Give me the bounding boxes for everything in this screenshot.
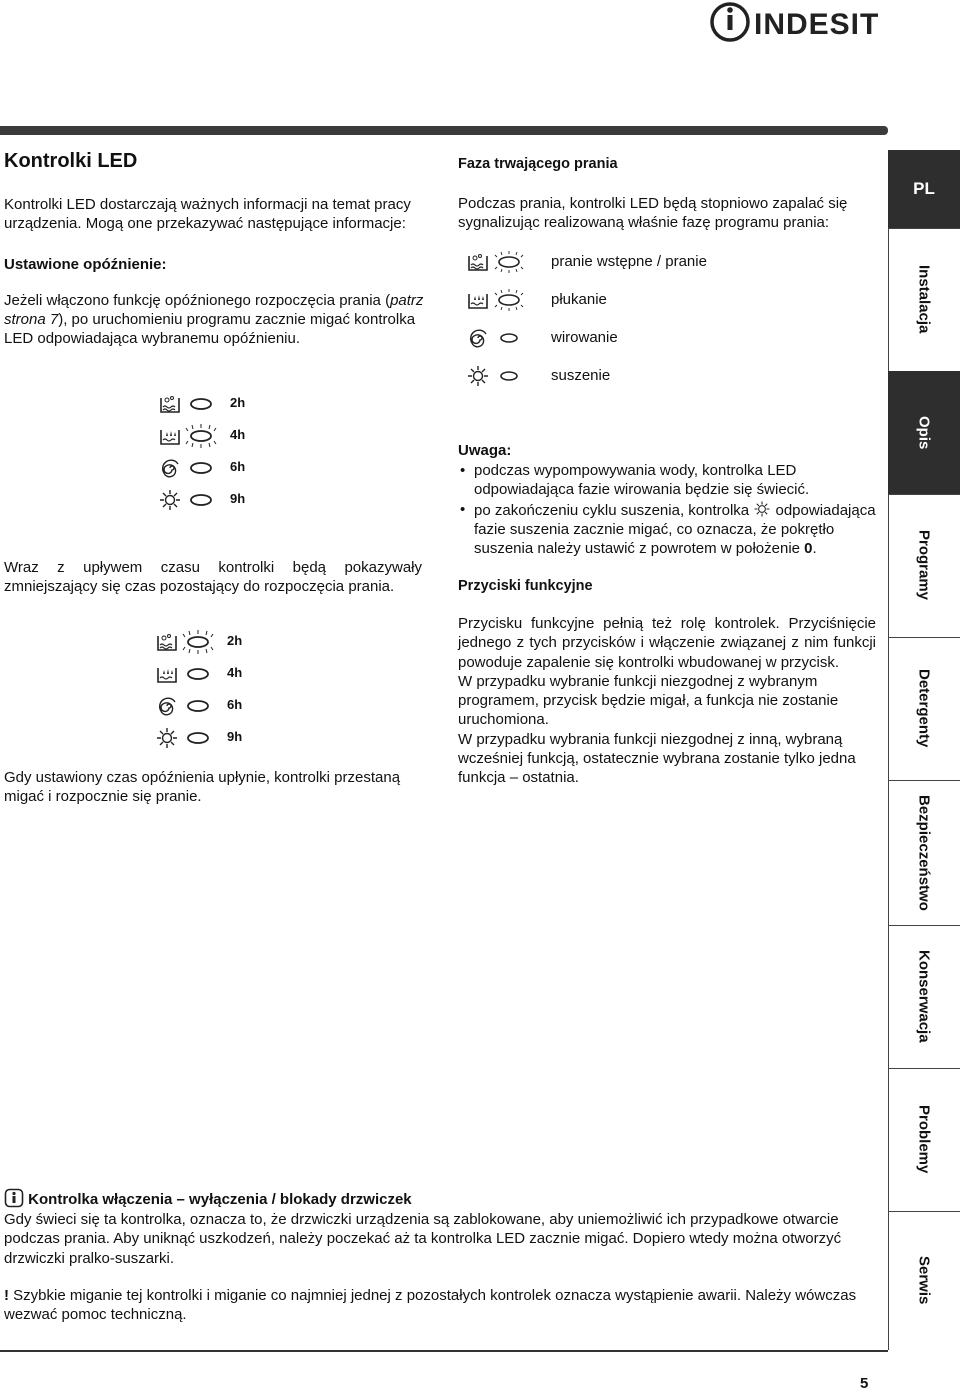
- delay-label: 4h: [230, 427, 246, 442]
- language-tab: PL: [888, 150, 960, 229]
- tab-konserwacja[interactable]: Konserwacja: [888, 925, 960, 1069]
- delay-led-grid-1: [158, 392, 278, 512]
- delay-label: 2h: [230, 395, 246, 410]
- led-oval: [190, 462, 212, 474]
- page-number: 5: [860, 1375, 869, 1392]
- note-heading: Uwaga:: [458, 442, 512, 459]
- rinse-icon: [155, 662, 179, 686]
- rinse-icon: [158, 424, 182, 448]
- buttons-paragraph: W przypadku wybrania funkcji niezgodnej z inną, wybraną wcześniej funkcją, ostatecznie wybrana zostanie tylko jedna funkcja – ostatnia.: [458, 730, 856, 787]
- phase-heading: Faza trwającego prania: [458, 156, 618, 172]
- footer-rule: [0, 1350, 888, 1352]
- drying-sun-icon: [753, 500, 771, 518]
- page-reference: patrz strona 7: [4, 291, 424, 328]
- prewash-icon: [466, 250, 490, 274]
- intro-text: Kontrolki LED dostarczają ważnych informacji na temat pracy urządzenia. Mogą one przekazywać następujące informacje:: [4, 196, 411, 233]
- buttons-heading: Przyciski funkcyjne: [458, 578, 593, 594]
- led-oval-blinking: [498, 294, 520, 306]
- phase-row: [458, 288, 878, 312]
- page-title: Kontrolki LED: [4, 150, 138, 172]
- rinse-icon: [466, 288, 490, 312]
- spin-icon: [155, 694, 179, 718]
- brand-name: INDESIT: [754, 8, 880, 41]
- led-oval: [190, 494, 212, 506]
- tab-detergenty[interactable]: Detergenty: [888, 637, 960, 781]
- led-oval-blinking: [190, 430, 212, 442]
- led-oval: [498, 332, 520, 344]
- phase-label: płukanie: [551, 291, 607, 308]
- delay-label: 4h: [227, 665, 243, 680]
- drying-sun-icon: [466, 364, 490, 388]
- buttons-paragraph: Przycisku funkcyjne pełnią też rolę kontrolek. Przyciśnięcie jednego z tych przycisków i włączenie związanej z nim funkcji powoduje zapalenie się kontrolki wbudowanej w przycisk.: [458, 615, 876, 671]
- phase-label: wirowanie: [551, 329, 618, 346]
- lock-text: Gdy świeci się ta kontrolka, oznacza to, że drzwiczki urządzenia są zablokowane, aby uniemożliwić ich przypadkowe otwarcie podczas prania. Aby uniknąć uszkodzeń, należy poczekać aż ta kontrolka LED zacznie migać. Dopiero wtedy można otworzyć drzwiczki pralko-suszarki.: [4, 1211, 842, 1267]
- phase-row: [458, 364, 878, 388]
- delay-label: 2h: [227, 633, 243, 648]
- tab-problemy[interactable]: Problemy: [888, 1068, 960, 1212]
- spin-icon: [158, 456, 182, 480]
- led-oval: [187, 700, 209, 712]
- door-lock-icon: [4, 1188, 24, 1208]
- tab-instalacja[interactable]: Instalacja: [888, 228, 960, 372]
- phase-text: Podczas prania, kontrolki LED będą stopniowo zapalać się sygnalizując realizowaną właśnie fazę programu prania:: [458, 195, 848, 232]
- drying-sun-icon: [158, 488, 182, 512]
- brand-logo: [708, 0, 898, 44]
- phase-label: suszenie: [551, 367, 611, 384]
- led-oval: [498, 370, 520, 382]
- countdown-text: Wraz z upływem czasu kontrolki będą pokazywały zmniejszający się czas pozostający do rozpoczęcia prania.: [4, 559, 422, 596]
- buttons-block: [458, 614, 876, 788]
- led-oval: [190, 398, 212, 410]
- end-delay-text: Gdy ustawiony czas opóźnienia upłynie, kontrolki przestaną migać i rozpocznie się pranie.: [4, 769, 401, 806]
- led-oval: [187, 668, 209, 680]
- left-column: [4, 150, 424, 348]
- buttons-paragraph: W przypadku wybranie funkcji niezgodnej z wybranym programem, przycisk będzie migał, a funkcja nie zostanie uruchomiona.: [458, 672, 839, 729]
- delay-label: 6h: [230, 459, 246, 474]
- led-oval-blinking: [498, 256, 520, 268]
- spin-icon: [466, 326, 490, 350]
- drying-sun-icon: [155, 726, 179, 750]
- prewash-icon: [155, 630, 179, 654]
- header-rule: [0, 126, 888, 135]
- section-sidebar: [888, 150, 960, 1350]
- tab-serwis[interactable]: Serwis: [915, 1256, 933, 1305]
- lock-section: [4, 1188, 884, 1324]
- tab-bezpieczenstwo[interactable]: Bezpieczeństwo: [888, 780, 960, 926]
- led-oval: [187, 732, 209, 744]
- delay-led-grid-2: [155, 630, 275, 750]
- warning-text: ! Szybkie miganie tej kontrolki i miganie co najmniej jednej z pozostałych kontrolek oznacza wystąpienie awarii. Należy wówczas wezwać pomoc techniczną.: [4, 1286, 857, 1324]
- led-oval-blinking: [187, 636, 209, 648]
- delay-text: Jeżeli włączono funkcję opóźnionego rozpoczęcia prania (patrz strona 7), po uruchomieniu programu zacznie migać kontrolka LED odpowiadająca wybranemu opóźnieniu.: [4, 291, 424, 348]
- note-item: • po zakończeniu cyklu suszenia, kontrolka odpowiadająca fazie suszenia zacznie migać, co oznacza, że pokrętło suszenia należy ustawić z powrotem w położenie 0.: [458, 500, 878, 559]
- delay-heading: Ustawione opóźnienie:: [4, 255, 167, 273]
- tab-programy[interactable]: Programy: [888, 494, 960, 638]
- tab-opis[interactable]: Opis: [888, 371, 960, 495]
- note-item: • podczas wypompowywania wody, kontrolka LED odpowiadająca fazie wirowania będzie się świecić.: [458, 461, 878, 500]
- note-block: [458, 442, 878, 558]
- phase-list: [458, 250, 878, 390]
- phase-row: [458, 250, 878, 274]
- phase-label: pranie wstępne / pranie: [551, 253, 707, 270]
- prewash-icon: [158, 392, 182, 416]
- delay-label: 9h: [230, 491, 246, 506]
- phase-row: [458, 326, 878, 350]
- delay-label: 6h: [227, 697, 243, 712]
- lock-heading: Kontrolka włączenia – wyłączenia / blokady drzwiczek: [4, 1188, 884, 1208]
- warning-mark: !: [4, 1286, 9, 1304]
- delay-label: 9h: [227, 729, 243, 744]
